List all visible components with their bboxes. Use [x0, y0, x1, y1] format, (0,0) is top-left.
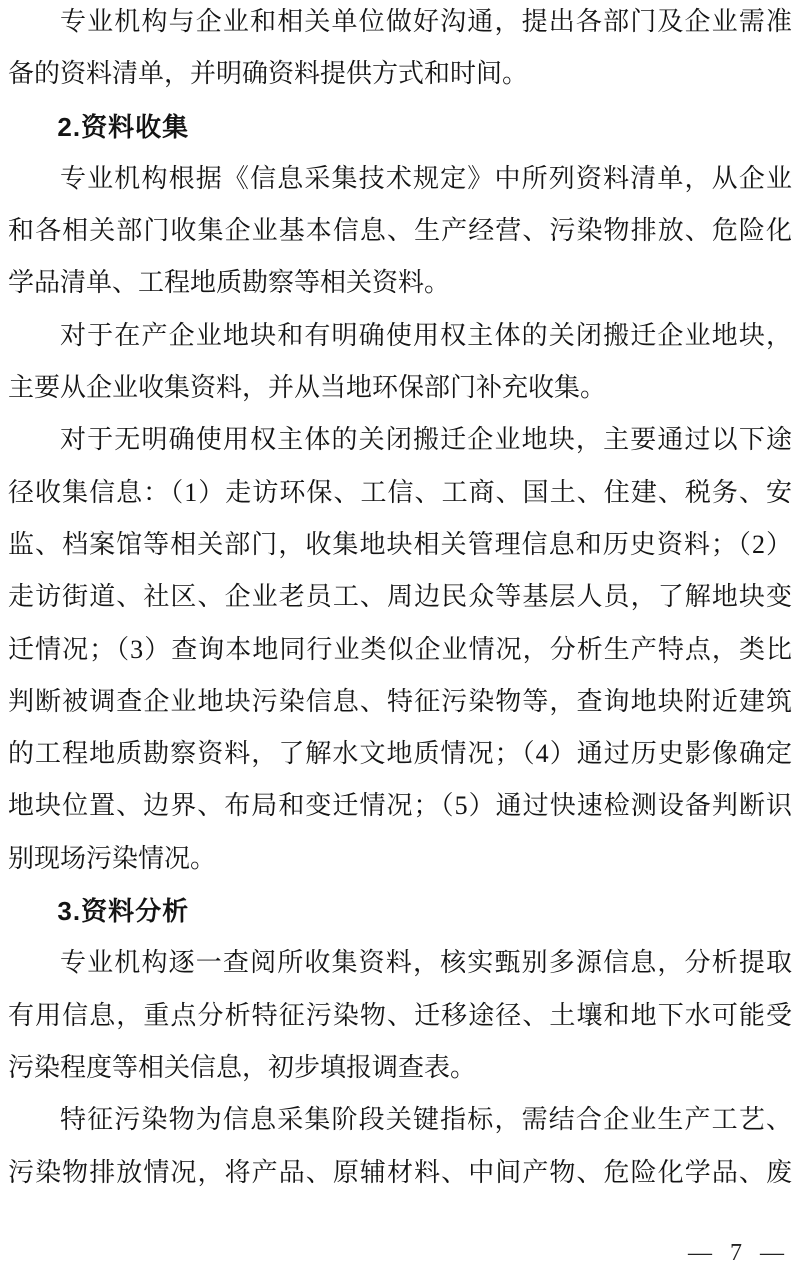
document-body [8, 0, 792, 1199]
text-line: 专业机构逐一查阅所收集资料，核实甄别多源信息，分析提取 [60, 948, 792, 978]
text-line: 地块位置、边界、布局和变迁情况；（5）通过快速检测设备判断识 [8, 791, 792, 821]
text-line: 对于无明确使用权主体的关闭搬迁企业地块，主要通过以下途 [60, 425, 792, 455]
footer-page-number: — 7 — [688, 1240, 790, 1266]
text-line: 走访街道、社区、企业老员工、周边民众等基层人员，了解地块变 [8, 582, 792, 612]
text-line: 学品清单、工程地质勘察等相关资料。 [8, 268, 451, 298]
text-line: 判断被调查企业地块污染信息、特征污染物等，查询地块附近建筑 [8, 686, 792, 716]
text-line: 备的资料清单，并明确资料提供方式和时间。 [8, 59, 529, 89]
section-heading: 2.资料收集 [57, 111, 190, 142]
text-line: 监、档案馆等相关部门，收集地块相关管理信息和历史资料；（2） [8, 529, 792, 559]
text-line: 主要从企业收集资料，并从当地环保部门补充收集。 [8, 373, 607, 403]
text-line: 对于在产企业地块和有明确使用权主体的关闭搬迁企业地块， [60, 320, 792, 350]
text-line: 污染程度等相关信息，初步填报调查表。 [8, 1052, 477, 1082]
text-line: 专业机构与企业和相关单位做好沟通，提出各部门及企业需准 [60, 7, 792, 36]
text-line: 特征污染物为信息采集阶段关键指标，需结合企业生产工艺、 [60, 1105, 792, 1135]
text-line: 径收集信息：（1）走访环保、工信、工商、国土、住建、税务、安 [8, 477, 792, 507]
text-line: 和各相关部门收集企业基本信息、生产经营、污染物排放、危险化 [8, 216, 792, 246]
text-line: 的工程地质勘察资料，了解水文地质情况；（4）通过历史影像确定 [8, 739, 792, 769]
text-line: 有用信息，重点分析特征污染物、迁移途径、土壤和地下水可能受 [8, 1000, 792, 1030]
text-line: 专业机构根据《信息采集技术规定》中所列资料清单，从企业 [60, 163, 792, 193]
text-line: 污染物排放情况，将产品、原辅材料、中间产物、危险化学品、废 [8, 1157, 792, 1187]
section-heading: 3.资料分析 [57, 896, 190, 927]
text-line: 迁情况；（3）查询本地同行业类似企业情况，分析生产特点，类比 [8, 634, 792, 664]
text-line: 别现场污染情况。 [8, 843, 217, 873]
